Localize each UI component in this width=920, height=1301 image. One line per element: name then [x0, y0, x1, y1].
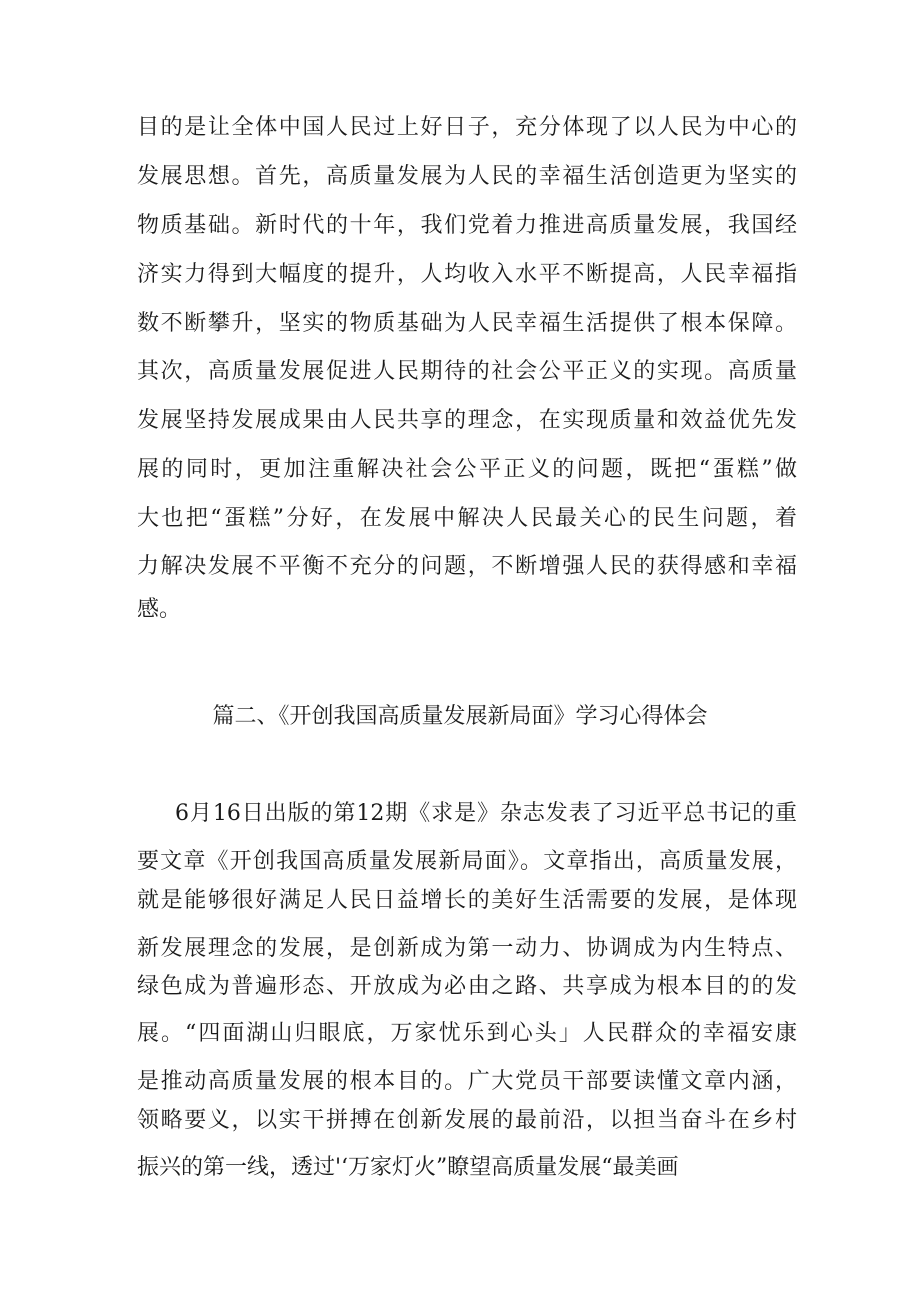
paragraph-line: 就是能够很好满足人民日益增长的美好生活需要的发展，是体现: [137, 888, 797, 913]
paragraph-line: 绿色成为普遍形态、开放成为必由之路、共享成为根本目的的发: [137, 974, 797, 999]
paragraph-line: 感。: [137, 597, 182, 622]
paragraph-line: 是推动高质量发展的根本目的。广大党员干部要读懂文章内涵，: [137, 1069, 797, 1094]
paragraph-line: 目的是让全体中国人民过上好日子，充分体现了以人民为中心的: [137, 115, 797, 140]
paragraph-line: 发展思想。首先，高质量发展为人民的幸福生活创造更为坚实的: [137, 164, 797, 189]
section-heading: 篇二、《开创我国高质量发展新局面》学习心得体会: [212, 704, 708, 729]
paragraph-line: 6月16日出版的第12期《求是》杂志发表了习近平总书记的重: [175, 801, 797, 826]
paragraph-line: 发展坚持发展成果由人民共享的理念，在实现质量和效益优先发: [137, 408, 797, 433]
paragraph-line: 大也把“蛋糕”分好，在发展中解决人民最关心的民生问题，着: [137, 506, 797, 531]
paragraph-line: 展。“四面湖山归眼底，万家忧乐到心头」人民群众的幸福安康: [137, 1021, 797, 1046]
paragraph-line: 济实力得到大幅度的提升，人均收入水平不断提高，人民幸福指: [137, 262, 797, 287]
paragraph-line: 领略要义，以实干拼搏在创新发展的最前沿，以担当奋斗在乡村: [137, 1108, 797, 1133]
paragraph-line: 新发展理念的发展，是创新成为第一动力、协调成为内生特点、: [137, 936, 797, 961]
paragraph-line: 其次，高质量发展促进人民期待的社会公平正义的实现。高质量: [137, 359, 797, 384]
paragraph-line: 物质基础。新时代的十年，我们党着力推进高质量发展，我国经: [137, 213, 797, 238]
paragraph-line: 振兴的第一线，透过'‘万家灯火”瞭望高质量发展“最美画: [137, 1155, 679, 1180]
paragraph-line: 数不断攀升，坚实的物质基础为人民幸福生活提供了根本保障。: [137, 311, 797, 336]
paragraph-line: 展的同时，更加注重解决社会公平正义的问题，既把“蛋糕”做: [137, 457, 797, 482]
paragraph-line: 力解决发展不平衡不充分的问题，不断增强人民的获得感和幸福: [137, 554, 797, 579]
paragraph-line: 要文章《开创我国高质量发展新局面》。文章指出，高质量发展，: [137, 849, 797, 874]
